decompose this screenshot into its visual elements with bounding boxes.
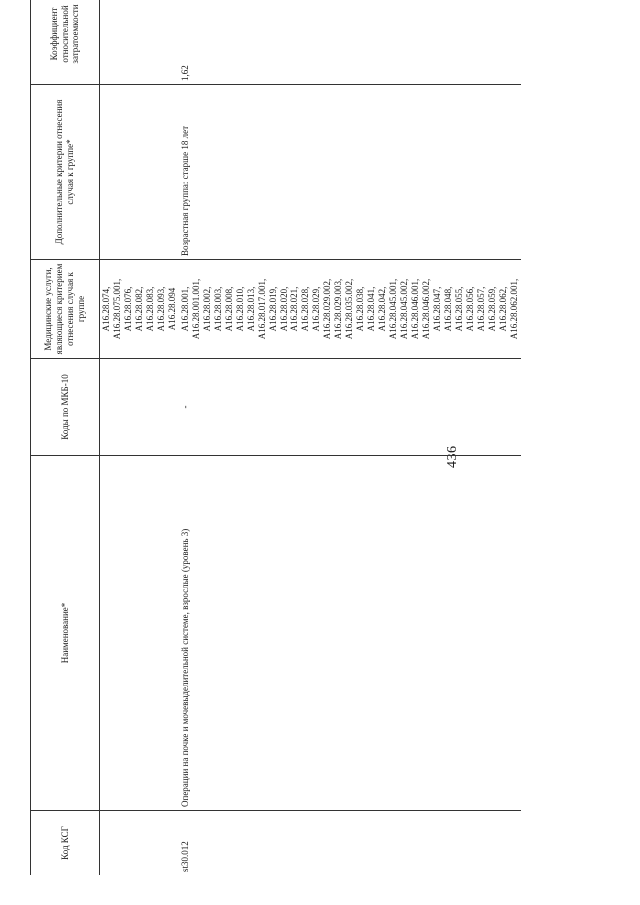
service-code: A16.28.003,	[212, 286, 223, 332]
ksg-table	[30, 0, 521, 875]
row-code: st30.012	[179, 841, 190, 872]
service-code: A16.28.093,	[155, 286, 166, 332]
service-code: A16.28.047,	[432, 286, 443, 332]
service-code: A16.28.055,	[454, 286, 464, 332]
service-code: A16.28.013,	[245, 286, 256, 332]
service-code: A16.28.062.001,	[508, 278, 519, 340]
service-code: A16.28.083,	[144, 286, 155, 332]
header-coefficient: Коэффициент относительной затратоемкости	[31, 0, 100, 85]
service-code: A16.28.021,	[289, 286, 300, 332]
service-code: A16.28.029.002,	[322, 278, 333, 340]
row-mkb: -	[179, 359, 521, 456]
service-code: A16.28.010,	[234, 286, 245, 332]
service-code: A16.28.059,	[486, 286, 497, 332]
service-code: A16.28.046.002,	[421, 278, 432, 340]
row-criteria: Возрастная группа: старше 18 лет	[179, 85, 521, 260]
header-name: Наименование*	[31, 456, 100, 811]
service-code: A16.28.019,	[267, 286, 278, 332]
header-mkb: Коды по МКБ-10	[31, 359, 100, 456]
cont-criteria-cell	[100, 85, 179, 260]
service-code: A16.28.045.001,	[388, 278, 399, 340]
cont-name-cell	[100, 456, 179, 811]
service-code: A16.28.046.001,	[410, 278, 421, 340]
service-code: A16.28.075.001,	[111, 278, 122, 340]
service-code: A16.28.038,	[355, 286, 366, 332]
service-code: A16.28.020,	[278, 286, 289, 332]
service-code: A16.28.074,	[101, 286, 111, 332]
service-code: A16.28.045.002,	[399, 278, 410, 340]
row-services-cell	[179, 260, 521, 359]
service-code: A16.28.001,	[179, 286, 190, 332]
service-code: A16.28.094	[166, 287, 177, 331]
continuation-row	[100, 0, 179, 875]
header-code: Код КСГ	[31, 811, 100, 876]
service-code: A16.28.082,	[133, 286, 144, 332]
table-header-row	[31, 0, 100, 875]
service-code: A16.28.062,	[497, 286, 508, 332]
service-code: A16.28.057,	[475, 286, 486, 332]
header-criteria: Дополнительные критерии отнесения случая к группе*	[31, 85, 100, 260]
row-coefficient: 1,62	[179, 0, 521, 85]
service-code: A16.28.042,	[377, 286, 388, 332]
cont-mkb-cell	[100, 359, 179, 456]
service-code: A16.28.008,	[223, 286, 234, 332]
cont-code-cell	[100, 811, 179, 876]
service-code: A16.28.028,	[300, 286, 311, 332]
cont-coef-cell	[100, 0, 179, 85]
service-code: A16.28.002,	[201, 286, 212, 332]
header-services: Медицинские услуги, являющиеся критерием отнесения случая к группе	[31, 260, 100, 359]
row-services-list	[180, 263, 520, 355]
service-code: A16.28.041,	[366, 286, 377, 332]
service-code: A16.28.076,	[122, 286, 133, 332]
cont-services-cell	[100, 260, 179, 359]
service-code: A16.28.017.001,	[256, 278, 267, 340]
service-code: A16.28.035.002,	[344, 278, 355, 340]
page-number: 436	[445, 445, 460, 468]
table-row	[179, 0, 521, 875]
row-name: Операции на почке и мочевыделительной системе, взрослые (уровень 3)	[179, 456, 521, 811]
service-code: A16.28.029.003,	[333, 278, 344, 340]
service-code: A16.28.048,	[443, 286, 454, 332]
service-code: A16.28.001.001,	[190, 278, 201, 340]
service-code: A16.28.056,	[464, 286, 475, 332]
service-code: A16.28.029,	[311, 286, 322, 332]
continuation-services-list	[101, 263, 178, 355]
